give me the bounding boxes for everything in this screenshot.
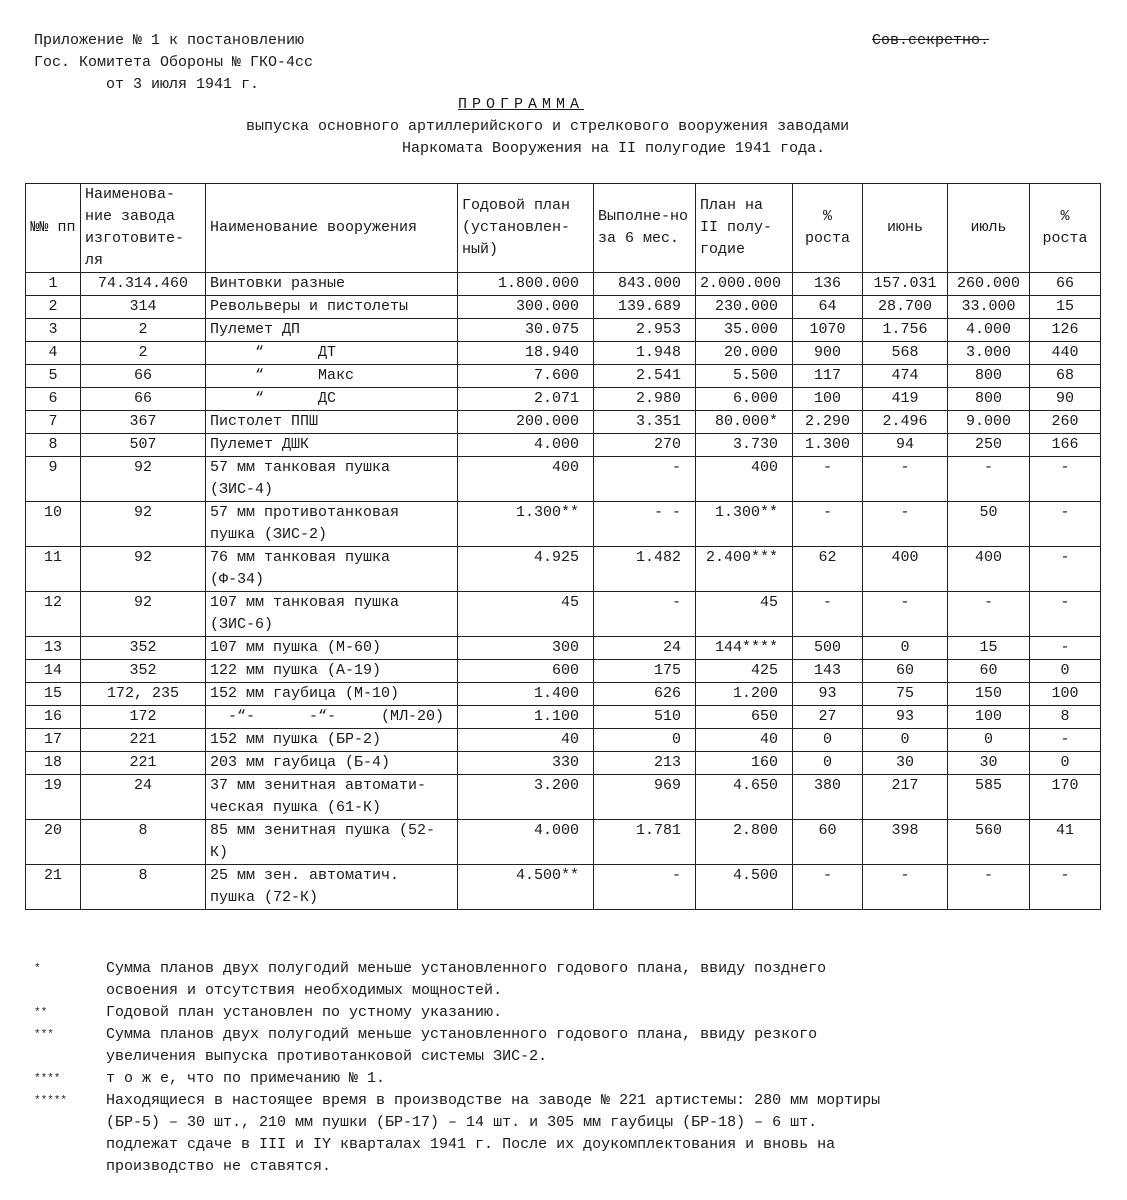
table-row [26, 273, 1101, 296]
header-pct-growth: % роста [793, 184, 863, 273]
cell-annual-plan: 18.940 [458, 342, 594, 365]
cell-done-6m: 0 [594, 729, 696, 752]
header-num: №№ пп [26, 184, 81, 273]
cell-weapon: 57 мм противотанковая пушка (ЗИС-2) [206, 502, 458, 547]
table-header-row [26, 184, 1101, 273]
table-row [26, 820, 1101, 865]
decree-line-2: Гос. Комитета Обороны № ГКО-4сс [34, 54, 314, 71]
cell-plant: 74.314.460 [81, 273, 206, 296]
cell-plan-h2: 5.500 [696, 365, 793, 388]
cell-weapon: 76 мм танковая пушка (Ф-34) [206, 547, 458, 592]
cell-done-6m: 139.689 [594, 296, 696, 319]
cell-annual-plan: 30.075 [458, 319, 594, 342]
cell-num: 21 [26, 865, 81, 910]
cell-done-6m: - [594, 865, 696, 910]
cell-weapon: Пистолет ППШ [206, 411, 458, 434]
cell-pct-growth: 1.300 [793, 434, 863, 457]
cell-weapon: “ ДС [206, 388, 458, 411]
cell-done-6m: 3.351 [594, 411, 696, 434]
table-row [26, 411, 1101, 434]
cell-num: 2 [26, 296, 81, 319]
cell-pct-growth: - [793, 502, 863, 547]
cell-pct-growth: - [793, 865, 863, 910]
cell-annual-plan: 7.600 [458, 365, 594, 388]
cell-pct-growth: 900 [793, 342, 863, 365]
cell-pct-growth-2: - [1030, 729, 1101, 752]
footnote [34, 1068, 886, 1090]
cell-annual-plan: 1.400 [458, 683, 594, 706]
cell-num: 8 [26, 434, 81, 457]
cell-july: 50 [948, 502, 1030, 547]
cell-june: 94 [863, 434, 948, 457]
cell-plan-h2: 20.000 [696, 342, 793, 365]
cell-plan-h2: 160 [696, 752, 793, 775]
production-program-table [25, 183, 1101, 910]
footnote-mark: *** [34, 1029, 54, 1041]
cell-num: 17 [26, 729, 81, 752]
cell-done-6m: - - [594, 502, 696, 547]
cell-weapon: 37 мм зенитная автомати-ческая пушка (61-К) [206, 775, 458, 820]
footnote-text: Сумма планов двух полугодий меньше установленного годового плана, ввиду позднего освоения и отсутствия необходимых мощностей. [106, 960, 827, 999]
cell-june: 60 [863, 660, 948, 683]
cell-july: 9.000 [948, 411, 1030, 434]
cell-july: 33.000 [948, 296, 1030, 319]
footnote-text: Годовой план установлен по устному указанию. [106, 1004, 503, 1021]
cell-annual-plan: 300.000 [458, 296, 594, 319]
cell-plant: 2 [81, 319, 206, 342]
cell-plan-h2: 2.800 [696, 820, 793, 865]
decree-line-1: Приложение № 1 к постановлению [34, 32, 305, 49]
cell-pct-growth: - [793, 592, 863, 637]
cell-num: 19 [26, 775, 81, 820]
cell-annual-plan: 40 [458, 729, 594, 752]
document-title: ПРОГРАММА [458, 96, 585, 113]
cell-annual-plan: 1.100 [458, 706, 594, 729]
cell-weapon: “ Макс [206, 365, 458, 388]
cell-plant: 92 [81, 547, 206, 592]
decree-reference [34, 30, 313, 96]
cell-plant: 367 [81, 411, 206, 434]
header-plant: Наименова-ние завода изготовите-ля [81, 184, 206, 273]
cell-plan-h2: 425 [696, 660, 793, 683]
table-row [26, 865, 1101, 910]
cell-july: 30 [948, 752, 1030, 775]
cell-weapon: 25 мм зен. автоматич. пушка (72-К) [206, 865, 458, 910]
table-row [26, 706, 1101, 729]
cell-plant: 66 [81, 388, 206, 411]
cell-june: 398 [863, 820, 948, 865]
cell-pct-growth-2: 440 [1030, 342, 1101, 365]
document-subtitle-1: выпуска основного артиллерийского и стрелкового вооружения заводами [246, 118, 850, 135]
table-row [26, 660, 1101, 683]
footnote-mark: * [34, 963, 41, 975]
cell-annual-plan: 4.500** [458, 865, 594, 910]
cell-plant: 92 [81, 502, 206, 547]
table-row [26, 775, 1101, 820]
cell-num: 11 [26, 547, 81, 592]
cell-num: 1 [26, 273, 81, 296]
cell-weapon: 57 мм танковая пушка (ЗИС-4) [206, 457, 458, 502]
cell-pct-growth: 136 [793, 273, 863, 296]
cell-weapon: 85 мм зенитная пушка (52-К) [206, 820, 458, 865]
cell-done-6m: 626 [594, 683, 696, 706]
cell-num: 14 [26, 660, 81, 683]
cell-july: 800 [948, 388, 1030, 411]
cell-pct-growth: 60 [793, 820, 863, 865]
cell-done-6m: 510 [594, 706, 696, 729]
cell-july: 560 [948, 820, 1030, 865]
cell-pct-growth-2: 260 [1030, 411, 1101, 434]
cell-pct-growth-2: 0 [1030, 660, 1101, 683]
cell-pct-growth: 27 [793, 706, 863, 729]
cell-pct-growth-2: - [1030, 502, 1101, 547]
cell-pct-growth-2: 166 [1030, 434, 1101, 457]
footnote-text: Сумма планов двух полугодий меньше установленного годового плана, ввиду резкого увеличения выпуска противотанковой системы ЗИС-2. [106, 1026, 818, 1065]
cell-pct-growth: 1070 [793, 319, 863, 342]
cell-weapon: Пулемет ДШК [206, 434, 458, 457]
cell-pct-growth-2: - [1030, 592, 1101, 637]
cell-pct-growth-2: 41 [1030, 820, 1101, 865]
cell-pct-growth: 93 [793, 683, 863, 706]
cell-num: 9 [26, 457, 81, 502]
cell-annual-plan: 1.800.000 [458, 273, 594, 296]
cell-pct-growth: 117 [793, 365, 863, 388]
cell-plan-h2: 3.730 [696, 434, 793, 457]
cell-plan-h2: 650 [696, 706, 793, 729]
cell-pct-growth-2: - [1030, 547, 1101, 592]
table-row [26, 319, 1101, 342]
cell-pct-growth-2: 170 [1030, 775, 1101, 820]
cell-pct-growth: 0 [793, 752, 863, 775]
cell-plant: 314 [81, 296, 206, 319]
footnote-mark: **** [34, 1073, 61, 1085]
footnote-mark: ***** [34, 1095, 68, 1107]
cell-july: 60 [948, 660, 1030, 683]
cell-num: 16 [26, 706, 81, 729]
cell-july: 400 [948, 547, 1030, 592]
cell-plan-h2: 40 [696, 729, 793, 752]
cell-num: 10 [26, 502, 81, 547]
cell-plan-h2: 1.300** [696, 502, 793, 547]
cell-plan-h2: 80.000* [696, 411, 793, 434]
cell-pct-growth-2: 15 [1030, 296, 1101, 319]
cell-weapon: Револьверы и пистолеты [206, 296, 458, 319]
cell-pct-growth-2: 126 [1030, 319, 1101, 342]
cell-pct-growth-2: 100 [1030, 683, 1101, 706]
cell-done-6m: 969 [594, 775, 696, 820]
cell-pct-growth: 380 [793, 775, 863, 820]
cell-done-6m: 270 [594, 434, 696, 457]
cell-weapon: 107 мм пушка (М-60) [206, 637, 458, 660]
cell-done-6m: 2.980 [594, 388, 696, 411]
cell-pct-growth: 100 [793, 388, 863, 411]
cell-july: 4.000 [948, 319, 1030, 342]
header-july: июль [948, 184, 1030, 273]
cell-annual-plan: 330 [458, 752, 594, 775]
cell-plant: 92 [81, 592, 206, 637]
cell-july: 150 [948, 683, 1030, 706]
cell-plan-h2: 4.500 [696, 865, 793, 910]
cell-june: 217 [863, 775, 948, 820]
cell-weapon: Винтовки разные [206, 273, 458, 296]
cell-num: 6 [26, 388, 81, 411]
table-row [26, 457, 1101, 502]
cell-july: 15 [948, 637, 1030, 660]
cell-done-6m: 1.482 [594, 547, 696, 592]
cell-plant: 8 [81, 820, 206, 865]
cell-plan-h2: 45 [696, 592, 793, 637]
cell-annual-plan: 1.300** [458, 502, 594, 547]
cell-plant: 8 [81, 865, 206, 910]
cell-plant: 24 [81, 775, 206, 820]
cell-annual-plan: 4.925 [458, 547, 594, 592]
document-subtitle-2: Наркомата Вооружения на II полугодие 1941 года. [402, 140, 826, 157]
cell-june: - [863, 592, 948, 637]
table-row [26, 683, 1101, 706]
cell-june: 474 [863, 365, 948, 388]
cell-annual-plan: 400 [458, 457, 594, 502]
cell-done-6m: 843.000 [594, 273, 696, 296]
header-plan-h2: План на II полу-годие [696, 184, 793, 273]
table-row [26, 502, 1101, 547]
cell-num: 4 [26, 342, 81, 365]
cell-july: 250 [948, 434, 1030, 457]
cell-weapon: 122 мм пушка (А-19) [206, 660, 458, 683]
cell-annual-plan: 2.071 [458, 388, 594, 411]
cell-july: 100 [948, 706, 1030, 729]
cell-weapon: “ ДТ [206, 342, 458, 365]
cell-plant: 221 [81, 752, 206, 775]
cell-july: 800 [948, 365, 1030, 388]
footnotes [34, 958, 886, 1178]
cell-plant: 66 [81, 365, 206, 388]
cell-plan-h2: 230.000 [696, 296, 793, 319]
cell-june: 1.756 [863, 319, 948, 342]
cell-num: 3 [26, 319, 81, 342]
table-body [26, 273, 1101, 910]
cell-plant: 352 [81, 637, 206, 660]
cell-pct-growth-2: - [1030, 637, 1101, 660]
cell-july: 585 [948, 775, 1030, 820]
cell-july: - [948, 865, 1030, 910]
cell-done-6m: 2.541 [594, 365, 696, 388]
cell-plan-h2: 144**** [696, 637, 793, 660]
cell-weapon: 152 мм гаубица (М-10) [206, 683, 458, 706]
cell-plant: 172 [81, 706, 206, 729]
cell-plant: 507 [81, 434, 206, 457]
cell-plan-h2: 2.400*** [696, 547, 793, 592]
cell-weapon: Пулемет ДП [206, 319, 458, 342]
table-row [26, 592, 1101, 637]
cell-june: 568 [863, 342, 948, 365]
cell-july: 260.000 [948, 273, 1030, 296]
cell-pct-growth: 143 [793, 660, 863, 683]
cell-pct-growth-2: 66 [1030, 273, 1101, 296]
cell-num: 7 [26, 411, 81, 434]
cell-done-6m: 175 [594, 660, 696, 683]
cell-plant: 352 [81, 660, 206, 683]
cell-plan-h2: 2.000.000 [696, 273, 793, 296]
cell-weapon: 107 мм танковая пушка (ЗИС-6) [206, 592, 458, 637]
header-june: июнь [863, 184, 948, 273]
cell-pct-growth-2: 90 [1030, 388, 1101, 411]
cell-july: - [948, 592, 1030, 637]
cell-june: - [863, 865, 948, 910]
cell-june: 0 [863, 729, 948, 752]
cell-annual-plan: 45 [458, 592, 594, 637]
cell-pct-growth: - [793, 457, 863, 502]
cell-annual-plan: 600 [458, 660, 594, 683]
cell-plant: 2 [81, 342, 206, 365]
cell-weapon: 203 мм гаубица (Б-4) [206, 752, 458, 775]
cell-num: 18 [26, 752, 81, 775]
table-row [26, 752, 1101, 775]
cell-plant: 221 [81, 729, 206, 752]
cell-pct-growth: 0 [793, 729, 863, 752]
cell-pct-growth: 64 [793, 296, 863, 319]
cell-done-6m: 2.953 [594, 319, 696, 342]
cell-july: 0 [948, 729, 1030, 752]
cell-plan-h2: 35.000 [696, 319, 793, 342]
cell-june: 157.031 [863, 273, 948, 296]
cell-plan-h2: 6.000 [696, 388, 793, 411]
table-row [26, 547, 1101, 592]
table-row [26, 729, 1101, 752]
cell-june: - [863, 502, 948, 547]
cell-pct-growth-2: - [1030, 457, 1101, 502]
cell-plan-h2: 4.650 [696, 775, 793, 820]
table-row [26, 388, 1101, 411]
cell-weapon: 152 мм пушка (БР-2) [206, 729, 458, 752]
header-weapon: Наименование вооружения [206, 184, 458, 273]
cell-pct-growth-2: - [1030, 865, 1101, 910]
cell-june: 419 [863, 388, 948, 411]
cell-weapon: -“- -“- (МЛ-20) [206, 706, 458, 729]
cell-july: 3.000 [948, 342, 1030, 365]
table-row [26, 296, 1101, 319]
cell-pct-growth-2: 8 [1030, 706, 1101, 729]
cell-june: 2.496 [863, 411, 948, 434]
cell-pct-growth-2: 68 [1030, 365, 1101, 388]
cell-done-6m: 1.948 [594, 342, 696, 365]
cell-pct-growth: 62 [793, 547, 863, 592]
header-done-6m: Выполне-но за 6 мес. [594, 184, 696, 273]
cell-num: 5 [26, 365, 81, 388]
footnote [34, 1002, 886, 1024]
cell-annual-plan: 3.200 [458, 775, 594, 820]
cell-pct-growth: 500 [793, 637, 863, 660]
table-row [26, 434, 1101, 457]
header-pct-growth-2: % роста [1030, 184, 1101, 273]
footnote-text: Находящиеся в настоящее время в производстве на заводе № 221 артистемы: 280 мм мортиры (БР-5) – 30 шт., 210 мм пушки (БР-17) – 14 шт. и 305 мм гаубицы (БР-18) – 6 шт. подлежат сдаче в III и IY кварталах 1941 г. После их доукомплектования и вновь на производство не ставятся. [106, 1092, 881, 1175]
table-row [26, 365, 1101, 388]
cell-num: 13 [26, 637, 81, 660]
cell-annual-plan: 200.000 [458, 411, 594, 434]
footnote [34, 958, 886, 1002]
cell-done-6m: 1.781 [594, 820, 696, 865]
cell-july: - [948, 457, 1030, 502]
footnote [34, 1090, 886, 1178]
cell-num: 20 [26, 820, 81, 865]
cell-pct-growth: 2.290 [793, 411, 863, 434]
footnote-text: т о ж е, что по примечанию № 1. [106, 1070, 386, 1087]
cell-plant: 172, 235 [81, 683, 206, 706]
cell-done-6m: 213 [594, 752, 696, 775]
table-row [26, 342, 1101, 365]
cell-june: 75 [863, 683, 948, 706]
cell-june: 400 [863, 547, 948, 592]
cell-done-6m: 24 [594, 637, 696, 660]
footnote-mark: ** [34, 1007, 48, 1019]
cell-annual-plan: 4.000 [458, 820, 594, 865]
footnote [34, 1024, 886, 1068]
cell-done-6m: - [594, 592, 696, 637]
cell-num: 12 [26, 592, 81, 637]
cell-june: 28.700 [863, 296, 948, 319]
cell-plan-h2: 1.200 [696, 683, 793, 706]
cell-june: - [863, 457, 948, 502]
secrecy-stamp: Сов.секретно. [872, 32, 990, 49]
cell-plan-h2: 400 [696, 457, 793, 502]
cell-plant: 92 [81, 457, 206, 502]
cell-june: 93 [863, 706, 948, 729]
header-annual-plan: Годовой план (установлен-ный) [458, 184, 594, 273]
cell-done-6m: - [594, 457, 696, 502]
cell-annual-plan: 4.000 [458, 434, 594, 457]
cell-june: 30 [863, 752, 948, 775]
cell-pct-growth-2: 0 [1030, 752, 1101, 775]
cell-june: 0 [863, 637, 948, 660]
table-row [26, 637, 1101, 660]
cell-num: 15 [26, 683, 81, 706]
cell-annual-plan: 300 [458, 637, 594, 660]
decree-line-3: от 3 июля 1941 г. [106, 76, 260, 93]
